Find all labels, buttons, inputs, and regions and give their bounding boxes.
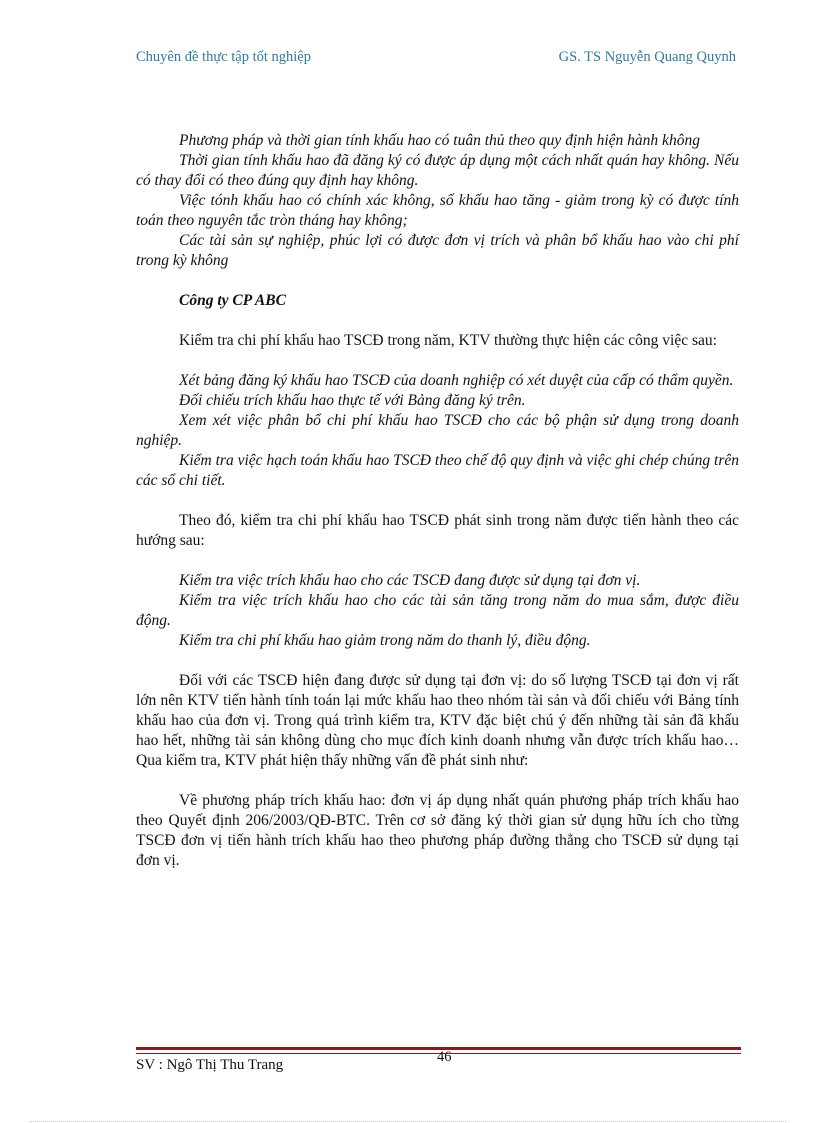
company-heading: Công ty CP ABC	[179, 292, 286, 309]
list-item: Xem xét việc phân bổ chi phí khấu hao TSCĐ cho các bộ phận sử dụng trong doanh nghiệp.	[136, 412, 739, 449]
paragraph: Về phương pháp trích khấu hao: đơn vị áp dụng nhất quán phương pháp trích khấu hao theo Quyết định 206/2003/QĐ-BTC. Trên cơ sở đăng ký thời gian sử dụng hữu ích cho từng TSCĐ đơn vị tiến hành trích khấu hao theo phương pháp đường thẳng cho TSCĐ sử dụng tại đơn vị.	[136, 792, 739, 869]
paragraph: Phương pháp và thời gian tính khấu hao có tuân thủ theo quy định hiện hành không	[179, 132, 700, 149]
list-item: Xét bảng đăng ký khấu hao TSCĐ của doanh nghiệp có xét duyệt của cấp có thẩm quyền.	[179, 372, 734, 389]
list-item: Kiểm tra việc trích khấu hao cho các TSCĐ đang được sử dụng tại đơn vị.	[179, 572, 641, 589]
paragraph: Kiểm tra chi phí khấu hao TSCĐ trong năm, KTV thường thực hiện các công việc sau:	[179, 332, 717, 349]
student-name: SV : Ngô Thị Thu Trang	[136, 1057, 284, 1073]
document-body	[136, 131, 739, 871]
paragraph: Thời gian tính khấu hao đã đăng ký có được áp dụng một cách nhất quán hay không. Nếu có thay đổi có theo đúng quy định hay không.	[136, 152, 739, 189]
list-item: Kiểm tra việc hạch toán khấu hao TSCĐ theo chế độ quy định và việc ghi chép chúng trên các sổ chi tiết.	[136, 452, 739, 489]
paragraph: Các tài sản sự nghiệp, phúc lợi có được đơn vị trích và phân bổ khấu hao vào chi phí trong kỳ không	[136, 232, 739, 269]
page-header	[136, 49, 736, 71]
paragraph: Theo đó, kiểm tra chi phí khấu hao TSCĐ phát sinh trong năm được tiến hành theo các hướng sau:	[136, 512, 739, 549]
paragraph: Đối với các TSCĐ hiện đang được sử dụng tại đơn vị: do số lượng TSCĐ tại đơn vị rất lớn nên KTV tiến hành tính toán lại mức khấu hao theo nhóm tài sản và đối chiếu với Bảng tính khấu hao của đơn vị. Trong quá trình kiểm tra, KTV đặc biệt chú ý đến những tài sản đã khấu hao hết, những tài sản không dùng cho mục đích kinh doanh nhưng vẫn được trích khấu hao… Qua kiểm tra, KTV phát hiện thấy những vấn đề phát sinh như:	[136, 672, 739, 769]
page-edge-rule	[30, 1121, 786, 1122]
list-item: Đối chiếu trích khấu hao thực tế với Bảng đăng ký trên.	[179, 392, 526, 409]
header-title: Chuyên đề thực tập tốt nghiệp	[136, 49, 311, 65]
list-item: Kiểm tra chi phí khấu hao giảm trong năm do thanh lý, điều động.	[179, 632, 591, 649]
paragraph: Việc tónh khấu hao có chính xác không, số khấu hao tăng - giảm trong kỳ có được tính toán theo nguyên tắc tròn tháng hay không;	[136, 192, 739, 229]
page-number: 46	[437, 1049, 452, 1065]
list-item: Kiểm tra việc trích khấu hao cho các tài sản tăng trong năm do mua sắm, được điều động.	[136, 592, 739, 629]
header-author: GS. TS Nguyễn Quang Quynh	[558, 49, 736, 65]
